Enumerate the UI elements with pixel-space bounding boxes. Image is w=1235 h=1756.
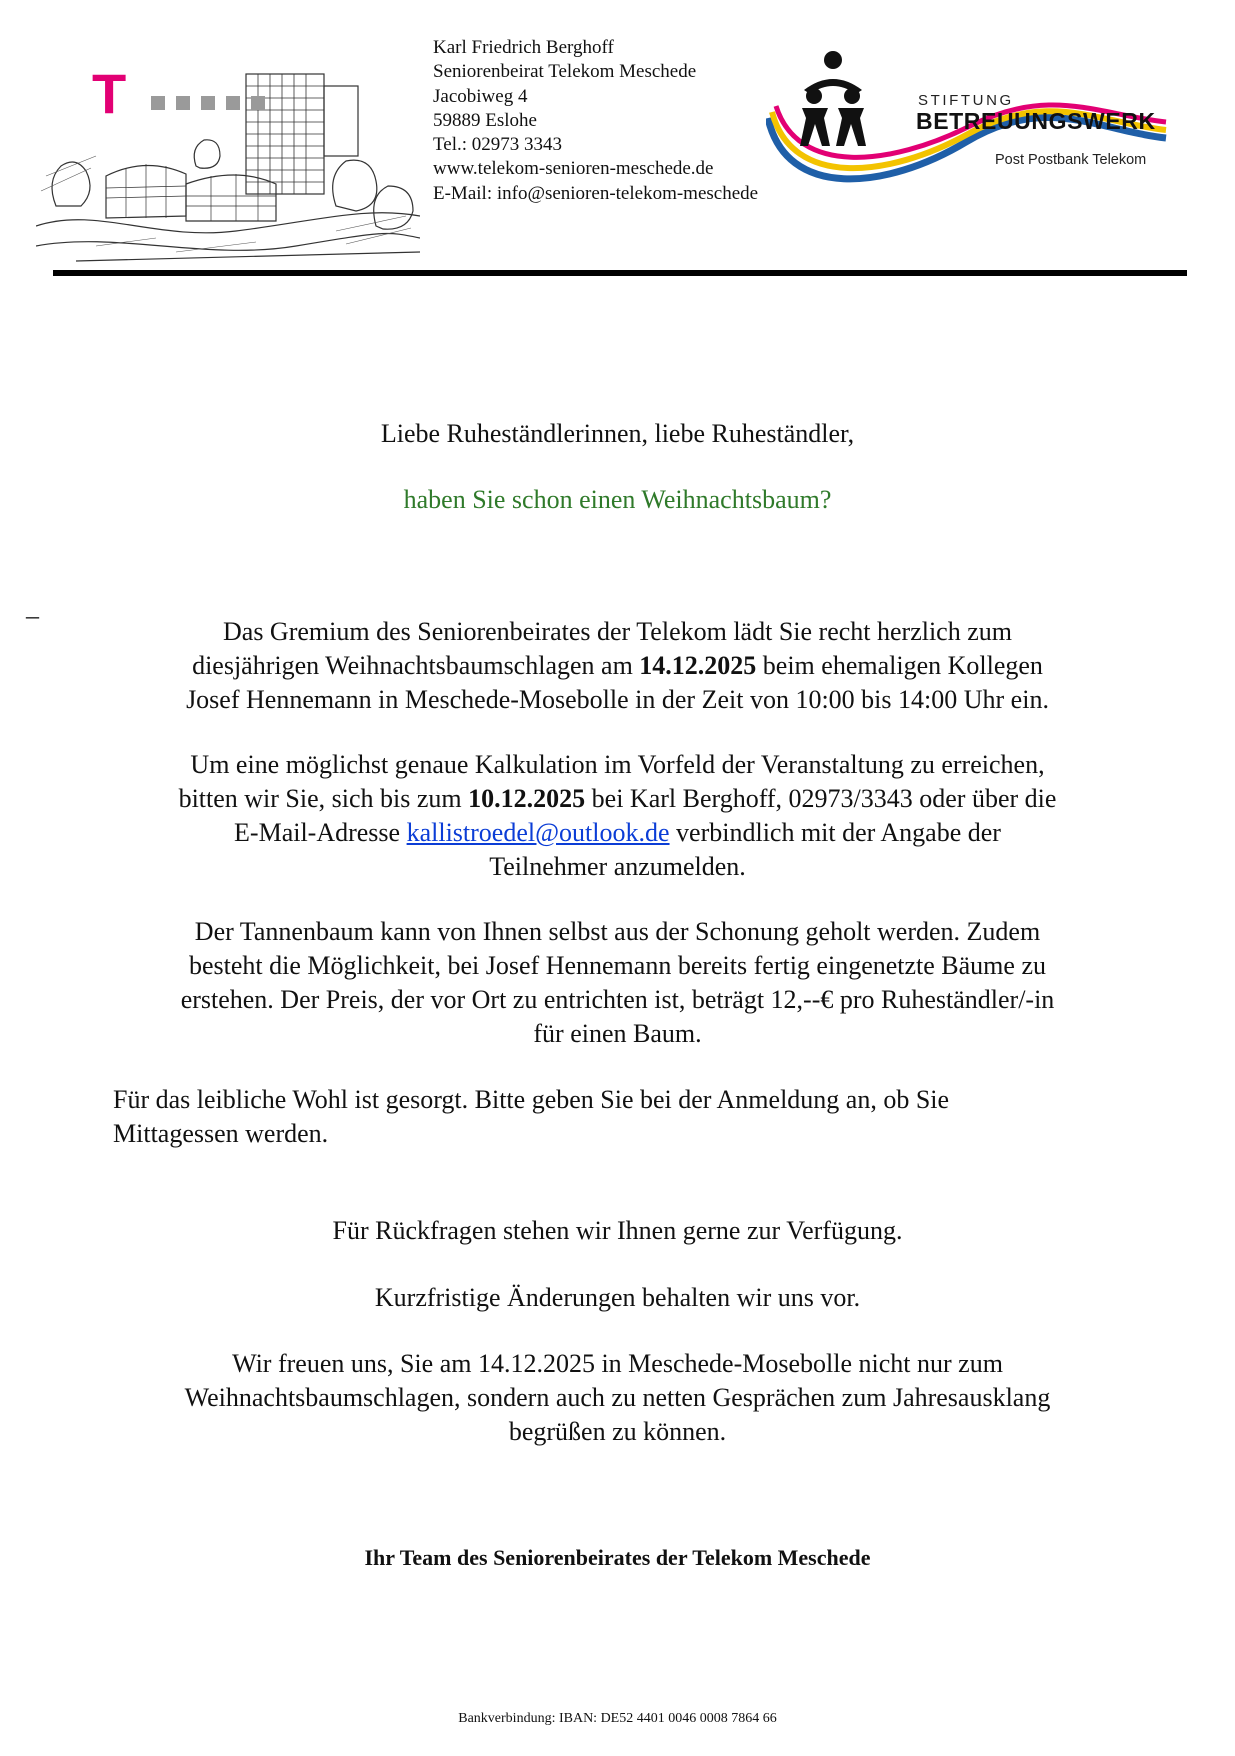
text-segment: diesjährigen Weihnachtsbaumschlagen am <box>192 651 640 680</box>
bank-details-footer: Bankverbindung: IBAN: DE52 4401 0046 0008 7864 66 <box>458 1711 777 1726</box>
paragraph-line: Der Tannenbaum kann von Ihnen selbst aus der Schonung geholt werden. Zudem <box>194 917 1041 946</box>
paragraph-line: Wir freuen uns, Sie am 14.12.2025 in Meschede-Mosebolle nicht nur zum <box>232 1349 1003 1378</box>
paragraph-line: Weihnachtsbaumschlagen, sondern auch zu netten Gesprächen zum Jahresausklang <box>184 1383 1051 1412</box>
margin-dash: – <box>26 601 39 630</box>
text-segment: bitten wir Sie, sich bis zum <box>178 784 469 813</box>
paragraph-line: Für das leibliche Wohl ist gesorgt. Bitte geben Sie bei der Anmeldung an, ob Sie <box>113 1085 950 1114</box>
header-divider <box>53 270 1187 276</box>
text-segment: E-Mail-Adresse <box>234 818 407 847</box>
text-segment: bei Karl Berghoff, 02973/3343 oder über die <box>585 784 1057 813</box>
paragraph-catering <box>113 1083 1113 1151</box>
paragraph-changes: Kurzfristige Änderungen behalten wir uns vor. <box>374 1283 861 1312</box>
sender-org: Seniorenbeirat Telekom Meschede <box>433 61 697 83</box>
teaser-question: haben Sie schon einen Weihnachtsbaum? <box>403 485 832 514</box>
logo-subtitle: Post Postbank Telekom <box>995 152 1147 168</box>
sender-address <box>433 36 758 206</box>
text-segment: beim ehemaligen Kollegen <box>756 651 1043 680</box>
paragraph-line: Das Gremium des Seniorenbeirates der Telekom lädt Sie recht herzlich zum <box>223 617 1012 646</box>
sender-street: Jacobiweg 4 <box>433 85 528 107</box>
paragraph-line <box>100 816 1135 850</box>
signature: Ihr Team des Seniorenbeirates der Telekom Meschede <box>364 1545 871 1570</box>
paragraph-line <box>100 649 1135 683</box>
email-link[interactable]: kallistroedel@outlook.de <box>406 818 670 847</box>
sender-city: 59889 Eslohe <box>433 109 537 131</box>
logo-name: BETREUUNGSWERK <box>916 108 1156 134</box>
paragraph-line: begrüßen zu können. <box>508 1417 727 1446</box>
registration-deadline: 10.12.2025 <box>468 784 586 813</box>
sender-website: www.telekom-senioren-meschede.de <box>433 158 714 180</box>
paragraph-line: Teilnehmer anzumelden. <box>489 852 746 881</box>
text-segment: verbindlich mit der Angabe der <box>669 818 1001 847</box>
paragraph-tree-info <box>100 915 1135 1051</box>
event-date: 14.12.2025 <box>639 651 757 680</box>
paragraph-invitation <box>100 615 1135 717</box>
sender-email: E-Mail: info@senioren-telekom-meschede <box>433 182 759 204</box>
logo-kicker: STIFTUNG <box>918 92 1014 109</box>
paragraph-line: für einen Baum. <box>533 1019 702 1048</box>
paragraph-line: Mittagessen werden. <box>113 1119 329 1148</box>
paragraph-line: besteht die Möglichkeit, bei Josef Hennemann bereits fertig eingenetzte Bäume zu <box>189 951 1046 980</box>
paragraph-line <box>100 782 1135 816</box>
sender-name: Karl Friedrich Berghoff <box>433 37 614 58</box>
paragraph-line: erstehen. Der Preis, der vor Ort zu entrichten ist, beträgt 12,--€ pro Ruheständler/-in <box>180 985 1055 1014</box>
paragraph-closing <box>100 1347 1135 1449</box>
telekom-t-logo-icon: T <box>92 62 127 125</box>
paragraph-registration <box>100 748 1135 884</box>
paragraph-questions: Für Rückfragen stehen wir Ihnen gerne zur Verfügung. <box>332 1216 903 1245</box>
sender-phone: Tel.: 02973 3343 <box>433 134 563 156</box>
greeting: Liebe Ruheständlerinnen, liebe Ruheständler, <box>380 419 855 448</box>
paragraph-line: Um eine möglichst genaue Kalkulation im Vorfeld der Veranstaltung zu erreichen, <box>190 750 1045 779</box>
telekom-digits-icon <box>151 96 276 114</box>
paragraph-line: Josef Hennemann in Meschede-Mosebolle in der Zeit von 10:00 bis 14:00 Uhr ein. <box>186 685 1049 714</box>
